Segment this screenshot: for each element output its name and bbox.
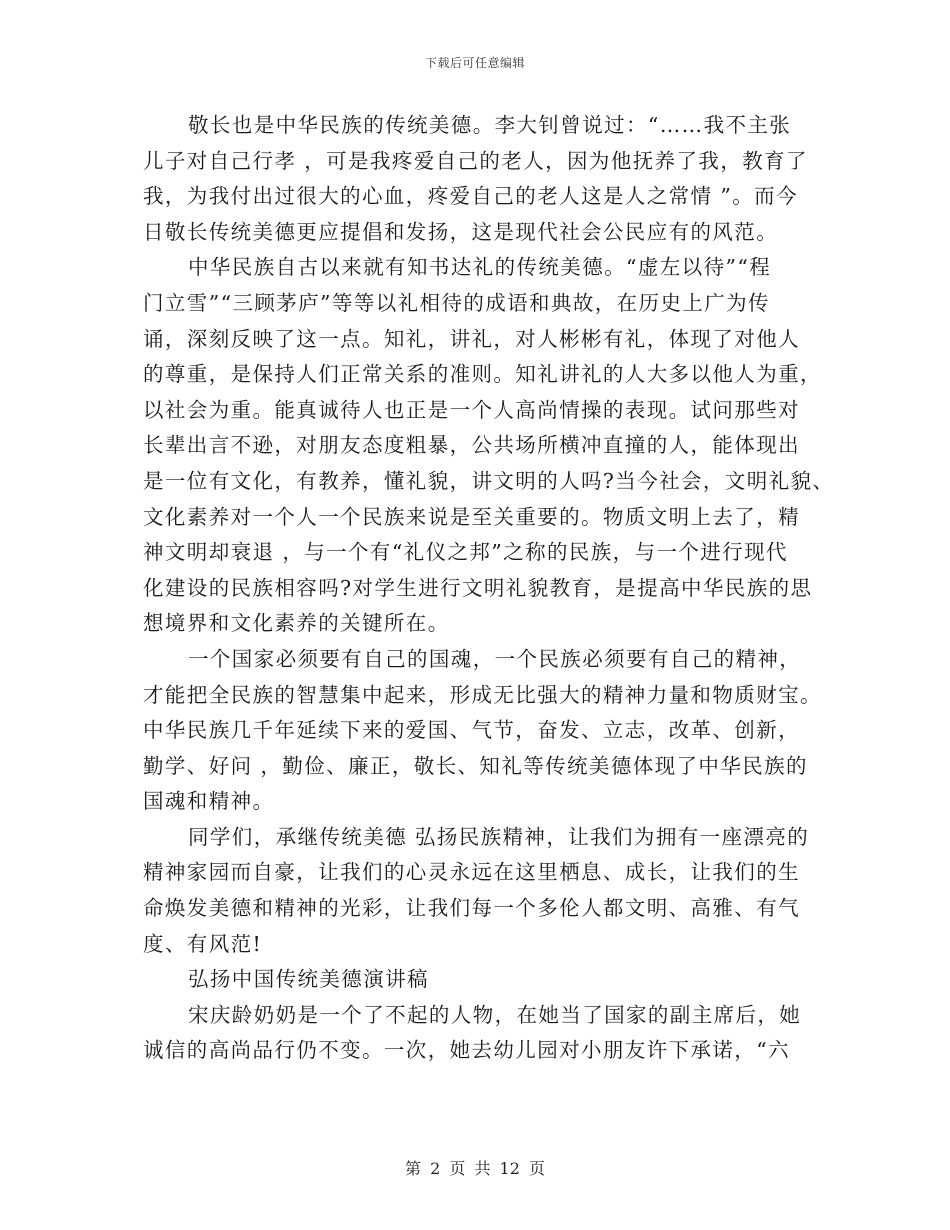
footer-page-number: 2 [430, 1159, 441, 1178]
text-line: 国魂和精神。 [143, 789, 275, 814]
text-line: 儿子对自己行孝 ，可是我疼爱自己的老人，因为他抚养了我，教育了 [143, 148, 808, 173]
text-line: 门立雪”“三顾茅庐”等等以礼相待的成语和典故，在历史上广为传 [143, 290, 770, 315]
document-body [143, 108, 835, 1069]
text-line: 神文明却衰退 ，与一个有“礼仪之邦”之称的民族，与一个进行现代 [143, 540, 788, 565]
text-line: 想境界和文化素养的关键所在。 [143, 611, 450, 636]
footer-suffix: 页 [529, 1159, 546, 1178]
text-line: 敬长也是中华民族的传统美德。李大钊曾说过：“……我不主张 [188, 113, 792, 137]
text-line: 度、有风范! [143, 931, 263, 956]
text-line: 文化素养对一个人一个民族来说是至关重要的。物质文明上去了，精 [143, 504, 800, 529]
text-line: 同学们，承继传统美德 弘扬民族精神，让我们为拥有一座漂亮的 [188, 824, 810, 849]
text-line: 诵，深刻反映了这一点。知礼，讲礼，对人彬彬有礼，体现了对他人 [143, 326, 800, 351]
footer-middle: 页 共 [449, 1159, 491, 1178]
text-line: 以社会为重。能真诚待人也正是一个人高尚情操的表现。试问那些对 [143, 397, 800, 422]
text-line: 中华民族几千年延续下来的爱国、气节，奋发、立志，改革、创新， [143, 718, 800, 743]
text-line: 长辈出言不逊，对朋友态度粗暴，公共场所横冲直撞的人，能体现出 [143, 433, 800, 458]
footer-prefix: 第 [404, 1159, 421, 1178]
page-footer [0, 1156, 950, 1179]
text-line: 诚信的高尚品行仍不变。一次，她去幼儿园对小朋友许下承诺，“六 [143, 1038, 790, 1063]
text-line: 是一位有文化，有教养，懂礼貌，讲文明的人吗?当今社会，文明礼貌、 [143, 468, 835, 493]
text-line: 一个国家必须要有自己的国魂，一个民族必须要有自己的精神， [188, 646, 802, 671]
text-line: 中华民族自古以来就有知书达礼的传统美德。“虚左以待”“程 [188, 255, 772, 280]
text-line: 日敬长传统美德更应提倡和发扬，这是现代社会公民应有的风范。 [143, 219, 779, 244]
text-line: 的尊重，是保持人们正常关系的准则。知礼讲礼的人大多以他人为重， [143, 362, 822, 387]
text-line: 勤学、好问 ，勤俭、廉正，敬长、知礼等传统美德体现了中华民族的 [143, 753, 808, 778]
text-line: 弘扬中国传统美德演讲稿 [188, 967, 429, 992]
text-line: 才能把全民族的智慧集中起来，形成无比强大的精神力量和物质财宝。 [143, 682, 822, 707]
text-line: 我，为我付出过很大的心血，疼爱自己的老人这是人之常情 ”。而今 [143, 184, 798, 209]
text-line: 精神家园而自豪，让我们的心灵永远在这里栖息、成长，让我们的生 [143, 860, 800, 885]
footer-total-pages: 12 [499, 1159, 520, 1178]
text-line: 宋庆龄奶奶是一个了不起的人物，在她当了国家的副主席后，她 [188, 1002, 802, 1027]
page-header: 下载后可任意编辑 [424, 56, 525, 70]
text-line: 命焕发美德和精神的光彩，让我们每一个多伦人都文明、高雅、有气 [143, 896, 800, 921]
text-line: 化建设的民族相容吗?对学生进行文明礼貌教育，是提高中华民族的思 [143, 575, 813, 600]
